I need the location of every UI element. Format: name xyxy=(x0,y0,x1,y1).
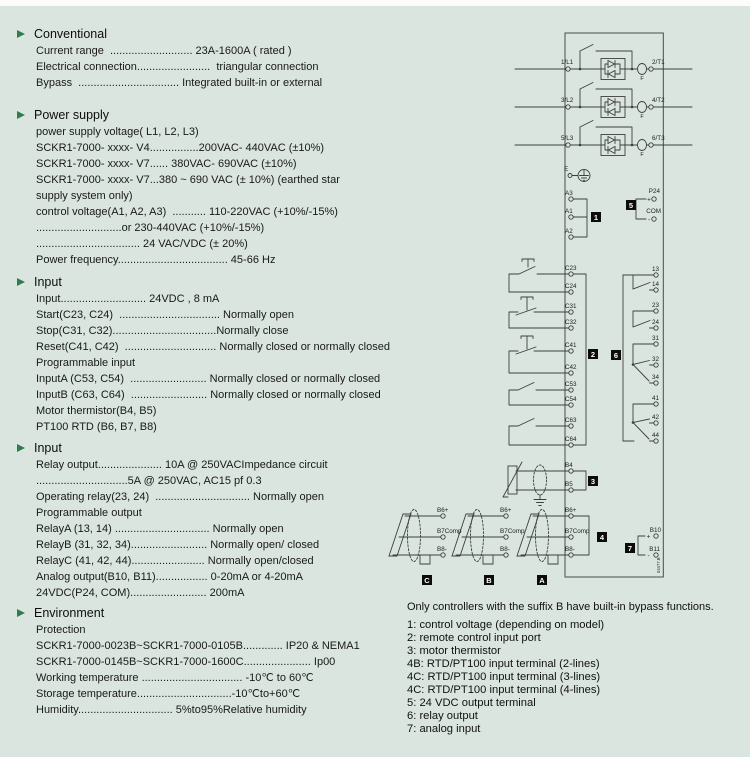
spec-line: SCKR1-7000- xxxx- V4................200VAC- 440VAC (±10%) xyxy=(36,142,325,154)
terminal-label: B8- xyxy=(437,546,447,553)
marker-4-label: 4 xyxy=(599,532,605,542)
terminal-label: C41 xyxy=(565,342,577,349)
spec-line: power supply voltage( L1, L2, L3) xyxy=(36,126,199,138)
terminal-label: 13 xyxy=(651,266,659,273)
terminal-label: COM xyxy=(646,208,661,215)
terminal-label: C63 xyxy=(565,417,577,424)
spec-line: Electrical connection........................ triangular connection xyxy=(36,61,319,73)
terminal-label: B5 xyxy=(565,481,573,488)
variant-a-label: A xyxy=(539,575,545,585)
legend-line: 4C: RTD/PT100 input terminal (3-lines) xyxy=(407,671,601,683)
terminal-label: C23 xyxy=(565,265,577,272)
legend-line: 6: relay output xyxy=(407,710,478,722)
inputa-switch-icon xyxy=(509,383,569,406)
phase-row-l1 xyxy=(515,45,692,80)
terminal-label: 31 xyxy=(651,335,659,342)
terminal-label: A3 xyxy=(565,190,573,197)
spec-line: Power frequency.................................... 45-66 Hz xyxy=(36,254,276,266)
motor-thermistor-input xyxy=(503,462,586,506)
cable-screen-icon xyxy=(536,510,549,562)
terminal-label: 2/T1 xyxy=(652,59,665,66)
jumper-icon xyxy=(420,555,430,564)
spec-line: SCKR1-7000-0145B~SCKR1-7000-1600C...................... Ip00 xyxy=(36,656,336,668)
terminal-label: 1/L1 xyxy=(561,59,574,66)
terminal-label: 24 xyxy=(651,319,659,326)
terminal-label: B6+ xyxy=(500,507,512,514)
terminal-label: 14 xyxy=(651,281,659,288)
scr-pair-icon xyxy=(601,97,625,118)
scr-pair-icon xyxy=(601,59,625,80)
current-transformer-icon xyxy=(638,140,647,151)
cable-screen-icon xyxy=(534,465,547,495)
terminal-label: B7Comp xyxy=(500,528,525,535)
ground-icon xyxy=(534,495,546,506)
spec-line: ..............................5A @ 250VAC, AC15 pf 0.3 xyxy=(36,475,262,487)
terminal-label: B10 xyxy=(649,527,661,534)
terminal-3l2 xyxy=(566,105,570,109)
marker-1-label: 1 xyxy=(593,212,599,222)
spec-line: Storage temperature...............................-10℃to+60℃ xyxy=(36,688,301,700)
legend-line: 2: remote control input port xyxy=(407,632,541,644)
spec-line: Relay output..................... 10A @ 250VACImpedance circuit xyxy=(36,459,328,471)
terminal-label: E xyxy=(564,166,569,173)
spec-line: control voltage(A1, A2, A3) ........... 110-220VAC (+10%/-15%) xyxy=(36,206,338,218)
bypass-switch-icon xyxy=(580,45,632,70)
spec-line: 24VDC(P24, COM)......................... 200mA xyxy=(36,587,245,599)
variant-c-label: C xyxy=(424,575,430,585)
current-transformer-icon xyxy=(638,64,647,75)
diagram-legend xyxy=(407,600,747,736)
cable-screen-icon xyxy=(408,510,421,562)
spec-line: Operating relay(23, 24) ............................... Normally open xyxy=(36,491,324,503)
bypass-switch-icon xyxy=(580,83,632,108)
spec-line: ............................or 230-440VAC (+10%/-15%) xyxy=(36,222,265,234)
current-transformer-icon xyxy=(638,102,647,113)
polarity-plus: + xyxy=(646,533,651,541)
terminal-label: 3/L2 xyxy=(561,97,574,104)
legend-line: 4C: RTD/PT100 input terminal (4-lines) xyxy=(407,684,601,696)
terminal-label: C32 xyxy=(565,319,577,326)
terminal-label: 23 xyxy=(651,302,659,309)
terminal-label: A1 xyxy=(565,208,573,215)
marker-3-label: 3 xyxy=(590,476,596,486)
legend-line: 5: 24 VDC output terminal xyxy=(407,697,536,709)
legend-line: 4B: RTD/PT100 input terminal (2-lines) xyxy=(407,658,600,670)
spec-line: SCKR1-7000-0023B~SCKR1-7000-0105B............. IP20 & NEMA1 xyxy=(36,640,360,652)
spec-line: Programmable input xyxy=(36,357,136,369)
terminal-2t1 xyxy=(649,67,653,71)
spec-line: Current range ........................... 23A-1600A ( rated ) xyxy=(36,45,292,57)
legend-line: 3: motor thermistor xyxy=(407,645,501,657)
terminal-label: 32 xyxy=(651,356,659,363)
spec-line: Programmable output xyxy=(36,507,142,519)
spec-line: Reset(C41, C42) .............................. Normally closed or normally closed xyxy=(36,341,390,353)
section-title: Input xyxy=(34,275,62,289)
spec-line: InputA (C53, C54) ......................... Normally closed or normally closed xyxy=(36,373,381,385)
terminal-label: B8- xyxy=(565,546,575,553)
jumper-icon xyxy=(483,555,493,564)
cable-screen-icon xyxy=(471,510,484,562)
terminal-label: 4/T2 xyxy=(652,97,665,104)
section-title: Conventional xyxy=(34,27,107,41)
spec-line: Motor thermistor(B4, B5) xyxy=(36,405,157,417)
variant-b-label: B xyxy=(486,575,492,585)
ct-label: F xyxy=(640,114,644,120)
rtd-input-variant-c xyxy=(389,510,445,565)
phase-row-l3 xyxy=(515,121,692,156)
terminal-label: C54 xyxy=(565,396,577,403)
polarity-minus: - xyxy=(647,216,651,224)
inputb-switch-icon xyxy=(509,419,569,446)
terminal-label: P24 xyxy=(648,188,660,195)
relaya-contact-icon xyxy=(623,275,654,290)
terminal-label: B6+ xyxy=(437,507,449,514)
phase-row-l2 xyxy=(515,83,692,118)
terminal-label: B4 xyxy=(565,462,573,469)
section-title: Power supply xyxy=(34,108,110,122)
rtd-input-variant-b xyxy=(452,510,508,565)
terminal-label: 41 xyxy=(651,395,659,402)
legend-line: 1: control voltage (depending on model) xyxy=(407,619,605,631)
terminal-label: C31 xyxy=(565,303,577,310)
polarity-plus: + xyxy=(647,196,651,204)
stop-pushbutton-icon xyxy=(509,297,569,328)
bypass-switch-icon xyxy=(580,121,632,146)
doc-code: 04477.B xyxy=(656,557,661,573)
legend-line: 7: analog input xyxy=(407,723,481,735)
terminal-label: B7Comp xyxy=(565,528,590,535)
jumper-icon xyxy=(548,555,558,564)
spec-line: RelayB (31, 32, 34)......................... Normally open/ closed xyxy=(36,539,320,551)
terminal-label: 34 xyxy=(651,374,659,381)
marker-6-label: 6 xyxy=(613,350,619,360)
terminal-label: C42 xyxy=(565,364,577,371)
spec-line: Bypass ................................. Integrated built-in or external xyxy=(36,77,323,89)
scr-pair-icon xyxy=(601,135,625,156)
terminal-label: 42 xyxy=(651,414,659,421)
terminal-label: C53 xyxy=(565,381,577,388)
spec-line: Start(C23, C24) ................................. Normally open xyxy=(36,309,294,321)
start-pushbutton-icon xyxy=(509,259,569,292)
bypass-note: Only controllers with the suffix B have built-in bypass functions. xyxy=(407,601,714,613)
marker-7-label: 7 xyxy=(627,543,633,553)
ct-label: F xyxy=(640,152,644,158)
terminal-label: 44 xyxy=(651,432,659,439)
relayc-contact-icon xyxy=(623,404,654,441)
spec-line: InputB (C63, C64) ......................... Normally closed or normally closed xyxy=(36,389,381,401)
marker-5-label: 5 xyxy=(628,200,634,210)
terminal-label: C64 xyxy=(565,436,577,443)
spec-line: Input............................ 24VDC , 8 mA xyxy=(36,293,220,305)
spec-line: Stop(C31, C32)..................................Normally close xyxy=(36,325,289,337)
spec-line: .................................. 24 VAC/VDC (± 20%) xyxy=(36,238,248,250)
earth-terminal-icon xyxy=(568,170,590,182)
section-title: Environment xyxy=(34,606,105,620)
spec-line: RelayA (13, 14) ............................... Normally open xyxy=(36,523,284,535)
terminal-label: C24 xyxy=(565,283,577,290)
terminal-label: 5/L3 xyxy=(561,135,574,142)
rtd-input-variant-a xyxy=(517,510,589,565)
spec-line: supply system only) xyxy=(36,190,133,202)
section-title: Input xyxy=(34,441,62,455)
reset-pushbutton-icon xyxy=(509,336,569,373)
relayb-contact-icon xyxy=(633,344,654,383)
spec-line: RelayC (41, 42, 44)........................ Normally open/closed xyxy=(36,555,314,567)
polarity-minus: - xyxy=(647,552,650,560)
terminal-label: 6/T3 xyxy=(652,135,665,142)
terminal-5l3 xyxy=(566,143,570,147)
spec-line: SCKR1-7000- xxxx- V7...... 380VAC- 690VAC (±10%) xyxy=(36,158,297,170)
terminal-label: B8- xyxy=(500,546,510,553)
terminal-label: B11 xyxy=(649,546,660,553)
spec-line: Analog output(B10, B11)................. 0-20mA or 4-20mA xyxy=(36,571,303,583)
operating-relay-contact-icon xyxy=(633,311,654,328)
spec-line: SCKR1-7000- xxxx- V7...380 ~ 690 VAC (± 10%) (earthed star xyxy=(36,174,340,186)
ct-label: F xyxy=(640,76,644,82)
thermistor-icon xyxy=(503,462,522,497)
terminal-1l1 xyxy=(566,67,570,71)
terminal-6t3 xyxy=(649,143,653,147)
spec-line: Working temperature ................................. -10℃ to 60℃ xyxy=(36,672,314,684)
terminal-label: B6+ xyxy=(565,507,577,514)
terminal-label: B7Comp xyxy=(437,528,462,535)
spec-line: PT100 RTD (B6, B7, B8) xyxy=(36,421,157,433)
spec-line: Humidity............................... 5%to95%Relative humidity xyxy=(36,704,307,716)
spec-line: Protection xyxy=(36,624,86,636)
marker-2-label: 2 xyxy=(590,349,596,359)
terminal-4t2 xyxy=(649,105,653,109)
terminal-label: A2 xyxy=(565,228,573,235)
